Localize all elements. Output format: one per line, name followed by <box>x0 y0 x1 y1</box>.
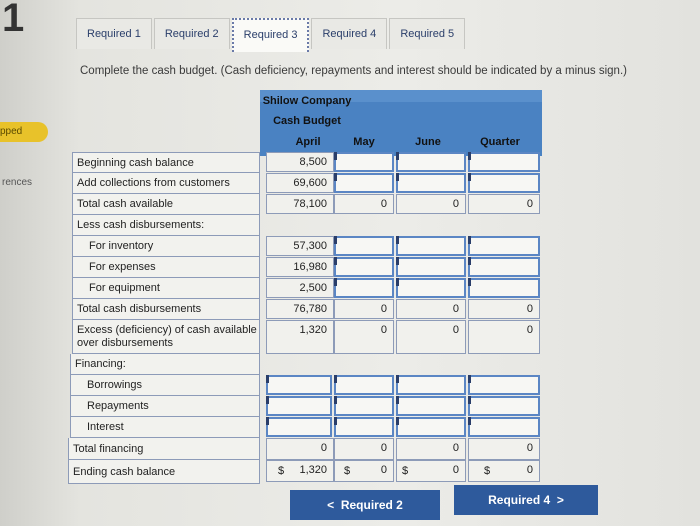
april-inventory: 57,300 <box>266 236 334 256</box>
currency-sign: $ <box>484 465 491 477</box>
june-beginning-input[interactable] <box>396 152 466 172</box>
quarter-repayments-input[interactable] <box>468 396 540 416</box>
june-borrowings-input[interactable] <box>396 375 466 395</box>
tab-required-4[interactable]: Required 4 <box>311 18 387 49</box>
june-excess: 0 <box>396 320 466 354</box>
quarter-expenses-input[interactable] <box>468 257 540 277</box>
chevron-right-icon: > <box>556 493 564 507</box>
may-interest-input[interactable] <box>334 417 394 437</box>
quarter-inventory-input[interactable] <box>468 236 540 256</box>
quarter-excess: 0 <box>468 320 540 354</box>
instruction-text: Complete the cash budget. (Cash deficiency, repayments and interest should be indicated by a minus sign.) <box>80 65 627 77</box>
quarter-borrowings-input[interactable] <box>468 375 540 395</box>
quarter-interest-input[interactable] <box>468 417 540 437</box>
label-repayments: Repayments <box>70 396 260 417</box>
may-inventory-input[interactable] <box>334 236 394 256</box>
label-inventory: For inventory <box>72 236 260 257</box>
tab-required-3[interactable]: Required 3 <box>232 18 310 52</box>
may-expenses-input[interactable] <box>334 257 394 277</box>
tab-required-2[interactable]: Required 2 <box>154 18 230 49</box>
april-expenses: 16,980 <box>266 257 334 277</box>
tab-required-5[interactable]: Required 5 <box>389 18 465 49</box>
col-april: April <box>295 136 321 148</box>
currency-sign: $ <box>344 465 351 477</box>
june-collections-input[interactable] <box>396 173 466 193</box>
april-collections: 69,600 <box>266 173 334 193</box>
next-button-label: Required 4 <box>488 493 551 507</box>
currency-sign: $ <box>278 465 285 477</box>
side-link[interactable]: rences <box>2 177 33 188</box>
may-equipment-input[interactable] <box>334 278 394 298</box>
june-inventory-input[interactable] <box>396 236 466 256</box>
june-equipment-input[interactable] <box>396 278 466 298</box>
quarter-collections-input[interactable] <box>468 173 540 193</box>
quarter-equipment-input[interactable] <box>468 278 540 298</box>
label-less: Less cash disbursements: <box>72 215 260 236</box>
company-name: Shilow Company <box>262 95 352 107</box>
june-interest-input[interactable] <box>396 417 466 437</box>
label-collections: Add collections from customers <box>72 173 260 194</box>
may-ending: 0 <box>334 460 394 482</box>
april-interest-input[interactable] <box>266 417 332 437</box>
label-borrowings: Borrowings <box>70 375 260 396</box>
label-total-financing: Total financing <box>68 438 260 460</box>
june-ending: 0 <box>396 460 466 482</box>
april-total-disbursements: 76,780 <box>266 299 334 319</box>
label-ending: Ending cash balance <box>68 460 260 484</box>
may-excess: 0 <box>334 320 394 354</box>
label-total-disbursements: Total cash disbursements <box>72 299 260 320</box>
quarter-total-disbursements: 0 <box>468 299 540 319</box>
may-total-financing: 0 <box>334 438 394 460</box>
june-total-financing: 0 <box>396 438 466 460</box>
chevron-left-icon: < <box>327 498 335 512</box>
april-beginning: 8,500 <box>266 152 334 172</box>
may-available: 0 <box>334 194 394 214</box>
label-expenses: For expenses <box>72 257 260 278</box>
side-badge[interactable]: pped <box>0 122 48 142</box>
june-expenses-input[interactable] <box>396 257 466 277</box>
quarter-ending: 0 <box>468 460 540 482</box>
prev-required-button[interactable] <box>290 490 440 520</box>
currency-sign: $ <box>402 465 409 477</box>
april-available: 78,100 <box>266 194 334 214</box>
label-equipment: For equipment <box>72 278 260 299</box>
june-available: 0 <box>396 194 466 214</box>
col-june: June <box>415 136 441 148</box>
april-total-financing: 0 <box>266 438 334 460</box>
may-collections-input[interactable] <box>334 173 394 193</box>
budget-title: Cash Budget <box>273 115 341 127</box>
edge-fragment: 1 <box>2 0 25 40</box>
next-required-button[interactable] <box>454 485 598 515</box>
tab-required-1[interactable]: Required 1 <box>76 18 152 49</box>
may-repayments-input[interactable] <box>334 396 394 416</box>
label-interest: Interest <box>70 417 260 438</box>
label-excess: Excess (deficiency) of cash available over disbursements <box>72 320 260 354</box>
label-financing: Financing: <box>70 354 260 375</box>
label-beginning: Beginning cash balance <box>72 152 260 173</box>
june-total-disbursements: 0 <box>396 299 466 319</box>
prev-button-label: Required 2 <box>340 498 403 512</box>
col-may: May <box>353 136 375 148</box>
april-excess: 1,320 <box>266 320 334 354</box>
quarter-beginning-input[interactable] <box>468 152 540 172</box>
quarter-available: 0 <box>468 194 540 214</box>
april-ending: 1,320 <box>266 460 334 482</box>
quarter-total-financing: 0 <box>468 438 540 460</box>
may-total-disbursements: 0 <box>334 299 394 319</box>
june-repayments-input[interactable] <box>396 396 466 416</box>
april-repayments-input[interactable] <box>266 396 332 416</box>
requirement-tabs <box>76 18 467 52</box>
may-borrowings-input[interactable] <box>334 375 394 395</box>
april-equipment: 2,500 <box>266 278 334 298</box>
may-beginning-input[interactable] <box>334 152 394 172</box>
col-quarter: Quarter <box>480 136 520 148</box>
april-borrowings-input[interactable] <box>266 375 332 395</box>
label-available: Total cash available <box>72 194 260 215</box>
